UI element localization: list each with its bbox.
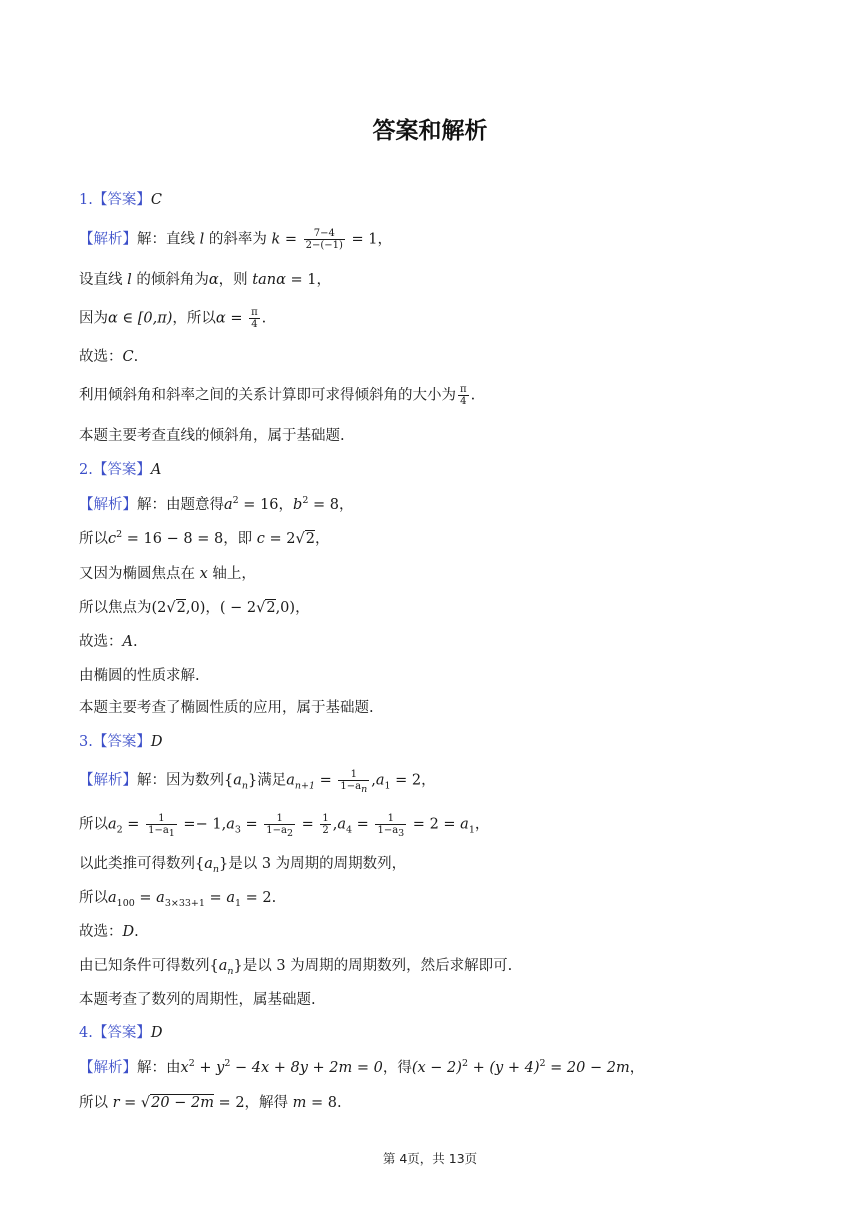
superscript: 2 [116, 529, 123, 541]
q1-analysis-line-5 [79, 384, 475, 407]
math-var: α [215, 310, 226, 327]
text: + [468, 1060, 490, 1076]
math-expr: (y + 4) [489, 1060, 540, 1076]
q2-analysis-tag: 【解析】 [79, 497, 137, 513]
math-var: a [233, 772, 242, 789]
sqrt-radicand: 2 [176, 600, 186, 616]
text: = [122, 816, 145, 833]
math-var: c [256, 531, 265, 547]
text: 解：由题意得 [137, 497, 224, 513]
subscript: 2 [116, 824, 123, 836]
text: = [315, 772, 337, 789]
sqrt-radicand: 2 [305, 531, 315, 547]
subscript: 3 [234, 824, 241, 836]
fraction-numerator: π [251, 307, 258, 318]
fraction-denominator [264, 825, 295, 839]
superscript: 2 [461, 1058, 468, 1070]
q2-analysis-line-5 [79, 631, 138, 653]
q1-analysis-tag: 【解析】 [79, 231, 137, 248]
text: ，所以 [172, 310, 216, 327]
fraction-denominator: 4 [460, 396, 467, 407]
text: = [134, 890, 157, 906]
text: ， [474, 816, 490, 833]
fraction [304, 228, 345, 251]
q3-analysis-line-5 [79, 921, 139, 943]
math-expr: α ∈ [0,π) [108, 310, 173, 327]
text: = [225, 310, 248, 327]
math-expr: − 4x + 8y + 2m = 0 [230, 1060, 383, 1076]
text: ,0)，( − 2√ [185, 600, 266, 616]
q4-analysis-line-1 [79, 1057, 644, 1079]
q2-analysis-line-7: 本题主要考查了椭圆性质的应用，属于基础题. [79, 700, 374, 716]
q2-answer-tag: 【答案】 [92, 462, 151, 478]
sqrt-radicand: 2 [266, 600, 276, 616]
text: = 16 − 8 = 8 [122, 531, 224, 547]
q1-analysis-line-4 [79, 346, 138, 368]
subscript: 1 [468, 824, 475, 836]
fraction-numerator: π [460, 384, 467, 395]
math-var: a [224, 497, 233, 513]
text: 故选： [79, 349, 123, 365]
text: ，得 [382, 1060, 412, 1076]
math-var: D [122, 924, 135, 940]
subscript: n [361, 784, 368, 795]
math-var: y [216, 1060, 225, 1076]
math-var: a [460, 816, 469, 833]
text: 因为 [79, 310, 108, 327]
text: 解：因为数列{ [137, 772, 234, 789]
math-var: C [122, 349, 134, 365]
q4-answer-line [79, 1022, 162, 1044]
subscript: n+1 [294, 780, 316, 792]
math-var: a [226, 816, 235, 833]
superscript: 2 [302, 495, 309, 507]
math-var: k [271, 231, 281, 248]
text: 1−a [148, 825, 169, 836]
q1-answer-tag: 【答案】 [92, 192, 151, 208]
text: ，则 [218, 272, 253, 288]
math-var: c [108, 531, 117, 547]
fraction-numerator: 1 [375, 813, 406, 825]
text: 1−a [266, 825, 287, 836]
text: 的倾斜角为 [131, 272, 209, 288]
text: ， [338, 497, 354, 513]
text: ， [629, 1060, 645, 1076]
q4-answer-tag: 【答案】 [92, 1025, 151, 1041]
q2-analysis-line-2 [79, 528, 330, 550]
math-var: a [108, 890, 117, 906]
math-var: α [208, 272, 219, 288]
fraction-denominator [338, 781, 369, 795]
text: 1−a [340, 781, 362, 792]
text: . [261, 310, 267, 327]
text: = 1， [346, 231, 393, 248]
text: =− 1, [178, 816, 227, 833]
subscript: 3 [398, 828, 405, 839]
q4-number: 4. [79, 1025, 93, 1041]
q2-analysis-line-3 [79, 563, 256, 585]
q2-answer-line [79, 459, 161, 481]
fraction [264, 813, 295, 839]
text: = 1， [285, 272, 331, 288]
text: = [204, 890, 227, 906]
text: = √ [119, 1095, 151, 1111]
q1-answer: C [150, 192, 162, 208]
text: 设直线 [79, 272, 128, 288]
text: }是以 3 为周期的周期数列，然后求解即可. [233, 958, 513, 974]
fraction [375, 813, 406, 839]
math-var: l [199, 231, 205, 248]
text: , [371, 772, 376, 789]
fraction-numerator: 7−4 [304, 228, 345, 240]
text: 1−a [377, 825, 399, 836]
math-var: x [199, 566, 208, 582]
superscript: 2 [232, 495, 239, 507]
q2-answer: A [150, 462, 162, 478]
fraction-numerator: 1 [322, 813, 329, 824]
fraction-denominator: 2−(−1) [305, 240, 343, 251]
q3-analysis-line-7: 本题考查了数列的周期性，属基础题. [79, 992, 316, 1008]
subscript: n [227, 965, 234, 977]
q3-analysis-line-2 [79, 813, 490, 839]
math-var: m [292, 1095, 307, 1111]
sqrt-radicand: 20 − 2m [151, 1095, 214, 1111]
text: + [194, 1060, 217, 1076]
subscript: n [241, 780, 249, 792]
text: 所以 [79, 816, 108, 833]
text: . [132, 634, 138, 650]
superscript: 2 [539, 1058, 546, 1070]
fraction [249, 307, 260, 330]
text: = 16 [238, 497, 279, 513]
q4-analysis-line-2 [79, 1092, 342, 1114]
q3-analysis-line-4 [79, 887, 276, 909]
text: }是以 3 为周期的周期数列， [219, 856, 407, 872]
text: . [133, 349, 139, 365]
text: = 2， [390, 772, 436, 789]
math-var: r [112, 1095, 120, 1111]
fraction [458, 384, 469, 407]
page-title: 答案和解析 [372, 118, 488, 144]
text: 故选： [79, 634, 123, 650]
q2-analysis-line-1 [79, 494, 353, 516]
text: 解：由 [137, 1060, 181, 1076]
fraction [320, 813, 330, 836]
text: = [240, 816, 263, 833]
text: 的斜率为 [204, 231, 272, 248]
text: ,0)， [275, 600, 310, 616]
text: 利用倾斜角和斜率之间的关系计算即可求得倾斜角的大小为 [79, 387, 456, 404]
q1-analysis-line-2 [79, 269, 331, 291]
math-expr: (x − 2) [411, 1060, 462, 1076]
q3-answer-tag: 【答案】 [92, 734, 151, 750]
text: 所以焦点为(2√ [79, 600, 176, 616]
math-var: A [122, 634, 133, 650]
text: 由已知条件可得数列{ [79, 958, 219, 974]
q3-analysis-line-6 [79, 955, 512, 977]
text: = 8. [306, 1095, 342, 1111]
math-var: a [226, 890, 235, 906]
q1-analysis-line-6: 本题主要考查直线的倾斜角，属于基础题. [79, 428, 345, 444]
subscript: n [212, 863, 220, 875]
subscript: 4 [346, 824, 353, 836]
text: = 8 [308, 497, 339, 513]
math-var: b [293, 497, 303, 513]
text: 故选： [79, 924, 123, 940]
fraction-denominator [375, 825, 406, 839]
text: 所以 [79, 531, 108, 547]
math-var: a [286, 772, 295, 789]
math-var: a [108, 816, 117, 833]
q3-analysis-line-3 [79, 853, 406, 875]
subscript: 1 [234, 897, 242, 909]
text: = 2 [213, 1095, 245, 1111]
text: ，解得 [244, 1095, 293, 1111]
q4-answer: D [150, 1025, 163, 1041]
q3-analysis-line-1 [79, 769, 436, 795]
math-var: x [180, 1060, 189, 1076]
q1-analysis-line-1: 【解析】解：直线 l 的斜率为 k = $\frac{7-4}{2-(-1)}$ = 1， [79, 228, 393, 251]
q1-answer-line [79, 189, 162, 211]
math-expr: = 20 − 2m [545, 1060, 630, 1076]
fraction-numerator: 1 [146, 813, 177, 825]
q3-answer-line [79, 731, 162, 753]
text: . [470, 387, 476, 404]
superscript: 2 [188, 1058, 195, 1070]
fraction-denominator: 4 [251, 319, 258, 330]
math-var: a [375, 772, 385, 789]
text: ， [278, 497, 294, 513]
fraction-denominator [146, 825, 177, 839]
q1-analysis-line-3 [79, 307, 266, 330]
math-var: l [127, 272, 132, 288]
text: = 2 = [408, 816, 461, 833]
fraction [338, 769, 369, 795]
fraction-numerator: 1 [264, 813, 295, 825]
text: ，即 [223, 531, 257, 547]
text: = [297, 816, 319, 833]
math-var: a [337, 816, 347, 833]
text: 所以 [79, 1095, 113, 1111]
text: 又因为椭圆焦点在 [79, 566, 200, 582]
q4-analysis-tag: 【解析】 [79, 1060, 137, 1076]
text: = [352, 816, 374, 833]
q3-number: 3. [79, 734, 93, 750]
subscript: 3×33+1 [164, 897, 205, 909]
fraction-denominator: 2 [322, 825, 329, 836]
math-var: a [156, 890, 165, 906]
fraction-numerator: 1 [338, 769, 369, 781]
text: 解：直线 [137, 231, 200, 248]
q2-number: 2. [79, 462, 93, 478]
q3-answer: D [150, 734, 163, 750]
q1-number: 1. [79, 192, 93, 208]
math-expr: tanα [252, 272, 286, 288]
math-var: a [218, 958, 228, 974]
q2-analysis-line-6: 由椭圆的性质求解. [79, 668, 200, 684]
text: 轴上， [207, 566, 256, 582]
text: 所以 [79, 890, 108, 906]
q2-analysis-line-4 [79, 597, 310, 619]
text: }满足 [248, 772, 287, 789]
text: = 2√ [264, 531, 305, 547]
subscript: 100 [116, 897, 135, 909]
subscript: 1 [168, 828, 175, 839]
text: 以此类推可得数列{ [79, 856, 205, 872]
subscript: 1 [384, 780, 391, 792]
text: , [332, 816, 338, 833]
text: = 2. [241, 890, 277, 906]
text: . [134, 924, 139, 940]
q3-analysis-tag: 【解析】 [79, 772, 137, 789]
text: ， [315, 531, 330, 547]
superscript: 2 [224, 1058, 231, 1070]
math-var: a [204, 856, 213, 872]
fraction [146, 813, 177, 839]
subscript: 2 [286, 828, 294, 839]
page-footer: 第 4页，共 13页 [382, 1151, 478, 1166]
